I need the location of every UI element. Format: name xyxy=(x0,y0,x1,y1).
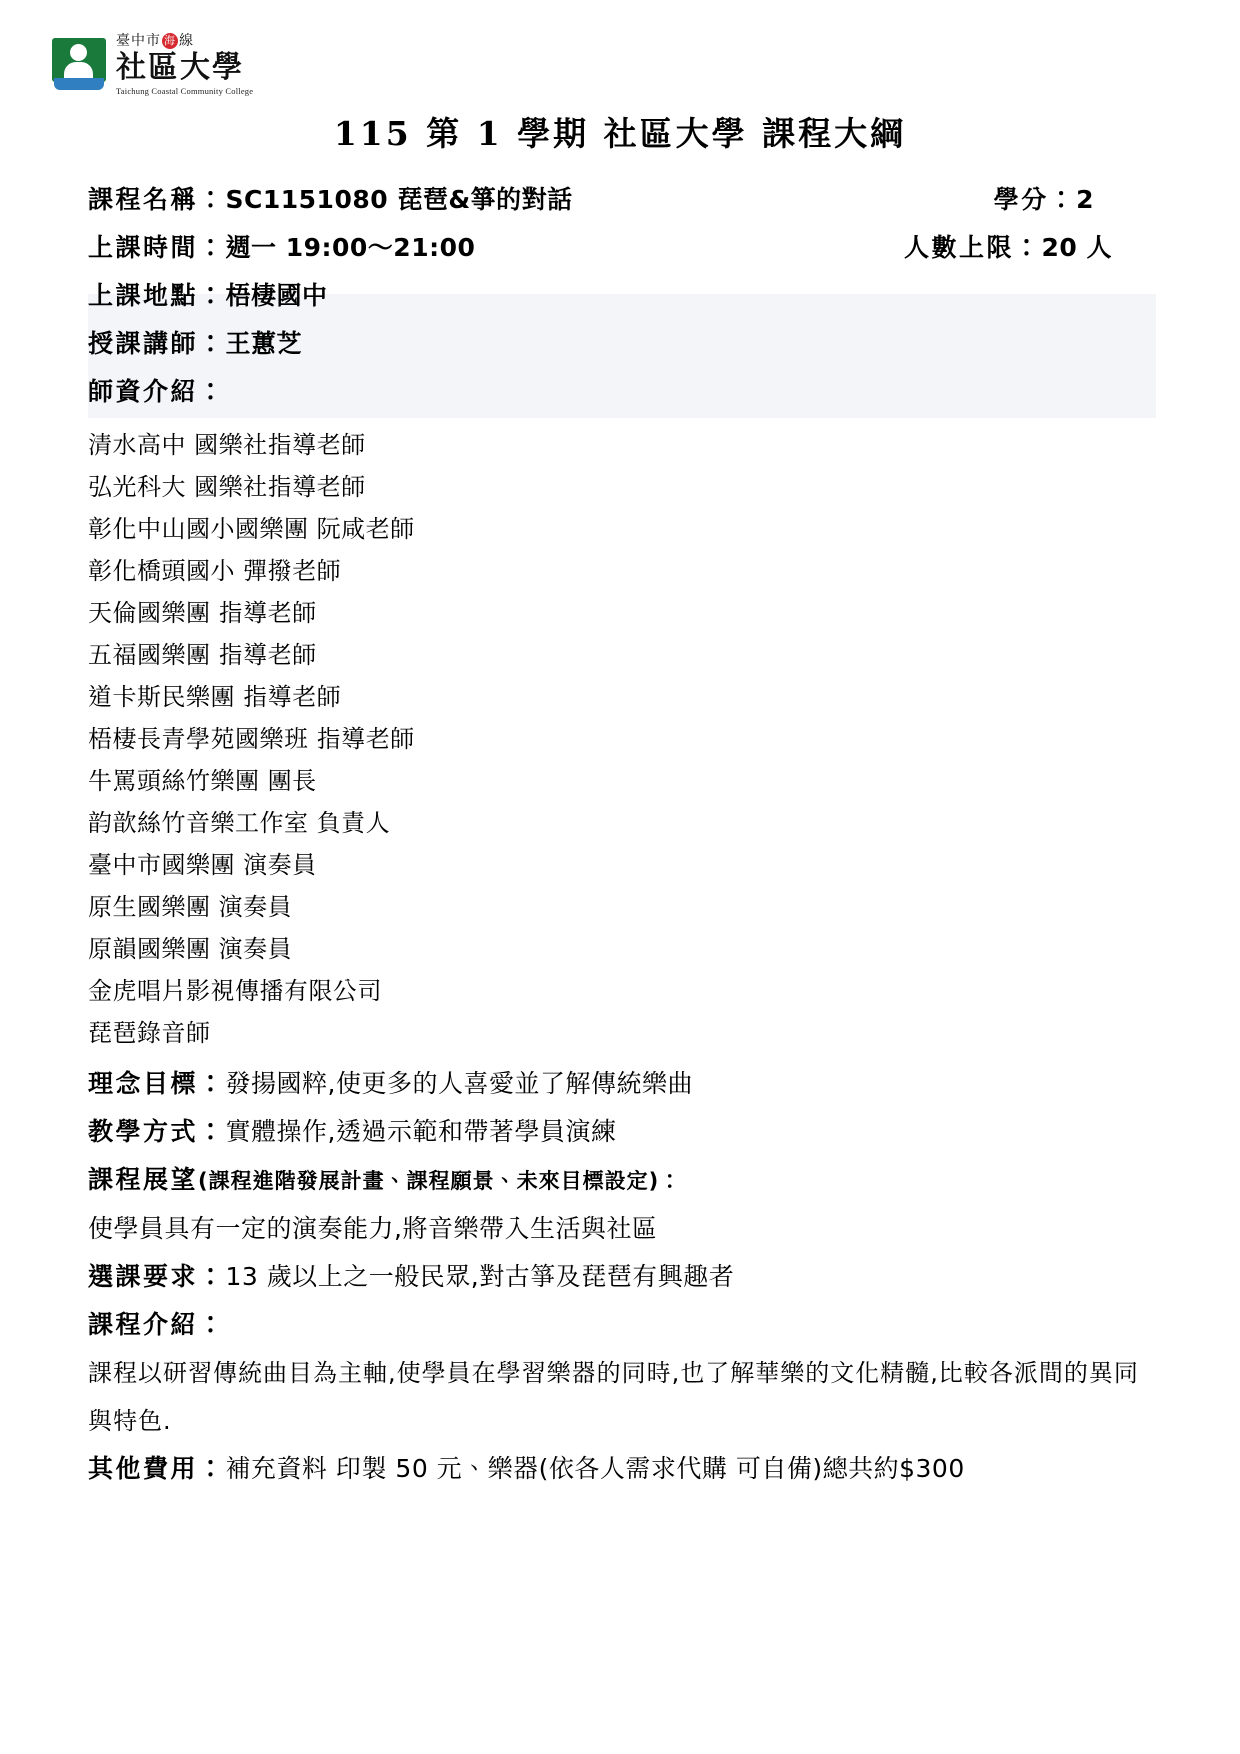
row-class-time xyxy=(88,224,1154,272)
row-instructor xyxy=(88,320,1154,368)
course-name-value: SC1151080 琵琶&箏的對話 xyxy=(225,185,573,214)
row-other-fee xyxy=(88,1445,1154,1493)
capacity-value: 20 人 xyxy=(1041,233,1112,262)
logo-top-line xyxy=(116,30,296,50)
credits-group xyxy=(994,176,1094,224)
list-item: 弘光科大 國樂社指導老師 xyxy=(88,473,366,501)
requirement-label: 選課要求： xyxy=(88,1262,226,1291)
row-bio-label xyxy=(88,368,1154,416)
page-title: 115 第 1 學期 社區大學 課程大綱 xyxy=(333,114,907,153)
list-item: 琵琶錄音師 xyxy=(88,1019,211,1047)
list-item: 韵歆絲竹音樂工作室 負責人 xyxy=(88,809,391,837)
school-logo xyxy=(52,30,282,96)
goal-value: 發揚國粹,使更多的人喜愛並了解傳統樂曲 xyxy=(225,1069,693,1098)
list-item: 清水高中 國樂社指導老師 xyxy=(88,431,366,459)
row-goal xyxy=(88,1060,1154,1108)
list-item: 彰化中山國小國樂團 阮咸老師 xyxy=(88,515,415,543)
logo-text xyxy=(116,30,296,96)
credits-label: 學分： xyxy=(993,185,1077,214)
list-item: 牛罵頭絲竹樂團 團長 xyxy=(88,767,317,795)
row-intro-label xyxy=(88,1301,1154,1349)
list-item: 彰化橋頭國小 彈撥老師 xyxy=(88,557,342,585)
teacher-bio-list xyxy=(88,424,1154,1054)
outlook-value: 使學員具有一定的演奏能力,將音樂帶入生活與社區 xyxy=(88,1214,658,1243)
class-time-label: 上課時間： xyxy=(88,233,226,262)
outlook-sublabel: (課程進階發展計畫、課程願景、未來目標設定)： xyxy=(198,1169,682,1193)
row-course-name xyxy=(88,176,1154,224)
document-body xyxy=(88,176,1154,1493)
row-outlook-label xyxy=(88,1156,1154,1205)
capacity-label: 人數上限： xyxy=(903,233,1042,262)
other-fee-value: 補充資料 印製 50 元、樂器(依各人需求代購 可自備)總共約$300 xyxy=(225,1454,965,1483)
bio-label: 師資介紹： xyxy=(88,377,226,406)
logo-main-text: 社區大學 xyxy=(116,50,244,85)
list-item: 五福國樂團 指導老師 xyxy=(88,641,317,669)
credits-value: 2 xyxy=(1076,185,1094,214)
row-method xyxy=(88,1108,1154,1156)
instructor-label: 授課講師： xyxy=(88,329,226,358)
list-item: 金虎唱片影視傳播有限公司 xyxy=(88,977,382,1005)
course-name-label: 課程名稱： xyxy=(88,185,226,214)
requirement-value: 13 歲以上之一般民眾,對古箏及琵琶有興趣者 xyxy=(225,1262,735,1291)
list-item: 原韻國樂團 演奏員 xyxy=(88,935,293,963)
list-item: 天倫國樂團 指導老師 xyxy=(88,599,317,627)
list-item: 臺中市國樂團 演奏員 xyxy=(88,851,317,879)
logo-top-after: 線 xyxy=(179,33,194,49)
location-value: 梧棲國中 xyxy=(225,281,328,310)
class-time-value: 週一 19:00～21:00 xyxy=(225,233,476,262)
goal-label: 理念目標： xyxy=(88,1069,226,1098)
list-item: 原生國樂團 演奏員 xyxy=(88,893,293,921)
row-requirement xyxy=(88,1253,1154,1301)
capacity-group xyxy=(904,224,1112,272)
intro-value: 課程以研習傳統曲目為主軸,使學員在學習樂器的同時,也了解華樂的文化精髓,比較各派間的異同與特色. xyxy=(88,1359,1139,1435)
row-location xyxy=(88,272,1154,320)
row-outlook-value xyxy=(88,1205,1154,1253)
outlook-label: 課程展望 xyxy=(88,1165,199,1194)
method-label: 教學方式： xyxy=(88,1117,226,1146)
logo-top-before: 臺中市 xyxy=(116,33,161,49)
list-item: 梧棲長青學苑國樂班 指導老師 xyxy=(88,725,415,753)
method-value: 實體操作,透過示範和帶著學員演練 xyxy=(225,1117,617,1146)
logo-english-text: Taichung Coastal Community College xyxy=(116,86,254,96)
list-item: 道卡斯民樂團 指導老師 xyxy=(88,683,342,711)
intro-label: 課程介紹： xyxy=(88,1310,226,1339)
logo-badge: 海 xyxy=(164,34,176,47)
other-fee-label: 其他費用： xyxy=(88,1454,226,1483)
location-label: 上課地點： xyxy=(88,281,226,310)
logo-mark-icon xyxy=(52,38,110,90)
instructor-value: 王蕙芝 xyxy=(225,329,303,358)
